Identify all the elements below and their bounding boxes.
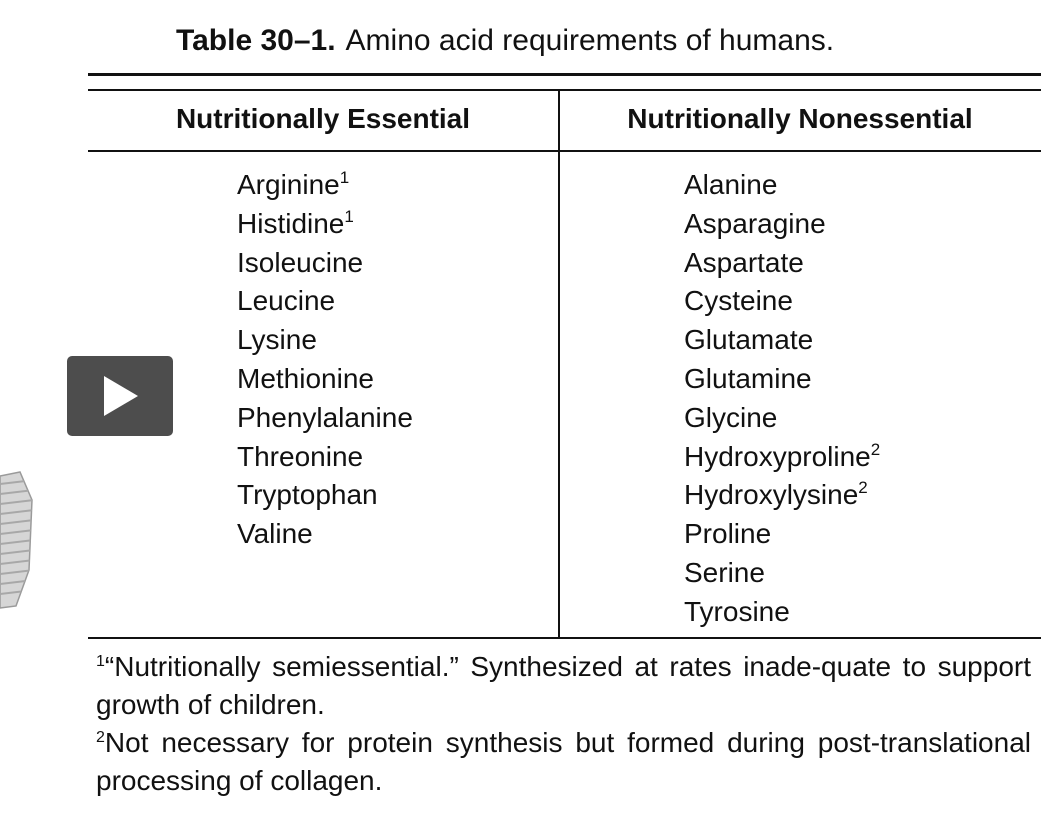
table-caption-label: Table 30–1. xyxy=(176,24,336,57)
amino-acid-name: Cysteine xyxy=(684,285,793,317)
column-header-essential: Nutritionally Essential xyxy=(175,103,471,134)
amino-acid-name: Arginine xyxy=(237,169,340,200)
list-item xyxy=(237,515,413,554)
top-rule-thin xyxy=(88,89,1041,91)
footnote-1 xyxy=(96,648,1031,724)
list-item xyxy=(237,244,413,283)
list-item xyxy=(684,593,880,632)
column-divider xyxy=(558,90,560,638)
list-item xyxy=(237,360,413,399)
header-rule xyxy=(88,150,1041,152)
list-item xyxy=(237,282,413,321)
top-rule-thick xyxy=(88,73,1041,76)
list-item xyxy=(237,476,413,515)
footnote-marker: 1 xyxy=(344,206,354,226)
table-footnotes xyxy=(96,648,1031,800)
amino-acid-name: Aspartate xyxy=(684,246,804,278)
nonessential-amino-acid-list xyxy=(684,166,880,632)
list-item xyxy=(684,282,880,321)
amino-acid-name: Asparagine xyxy=(684,207,826,239)
amino-acid-name: Leucine xyxy=(237,285,336,317)
list-item xyxy=(684,515,880,554)
amino-acid-name: Hydroxyproline xyxy=(684,440,871,472)
footnote-marker: 2 xyxy=(870,439,881,459)
footnote-2 xyxy=(96,724,1031,800)
list-item xyxy=(684,205,880,244)
amino-acid-name: Hydroxylysine xyxy=(684,479,859,511)
list-item xyxy=(684,360,880,399)
column-header-nonessential: Nutritionally Nonessential xyxy=(627,103,973,134)
amino-acid-name: Glutamine xyxy=(684,362,812,394)
thumbnail-icon xyxy=(0,470,34,610)
list-item xyxy=(237,205,413,244)
list-item xyxy=(684,399,880,438)
list-item xyxy=(684,438,880,477)
amino-acid-name: Proline xyxy=(684,518,772,550)
footnote-1-mark: 1 xyxy=(96,653,105,670)
list-item xyxy=(684,321,880,360)
table-caption-text: Amino acid requirements of humans. xyxy=(345,24,835,57)
list-item xyxy=(237,438,413,477)
footnote-marker: 2 xyxy=(858,478,868,498)
footnote-marker: 1 xyxy=(339,168,350,187)
amino-acid-name: Glutamate xyxy=(684,324,814,356)
amino-acid-name: Valine xyxy=(237,518,313,550)
amino-acid-name: Tryptophan xyxy=(237,479,378,511)
amino-acid-name: Methionine xyxy=(237,362,374,394)
footnote-2-mark: 2 xyxy=(96,729,105,746)
amino-acid-name: Serine xyxy=(684,556,765,588)
list-item xyxy=(237,399,413,438)
essential-amino-acid-list xyxy=(237,166,413,554)
table-caption xyxy=(176,24,834,58)
amino-acid-name: Alanine xyxy=(684,169,778,200)
footnote-1-text: “Nutritionally semiessential.” Synthesized at rates inade-quate to support growth of children. xyxy=(96,651,1031,720)
amino-acid-name: Glycine xyxy=(684,401,778,433)
list-item xyxy=(684,166,880,205)
play-icon xyxy=(67,356,173,436)
list-item xyxy=(237,321,413,360)
play-button[interactable] xyxy=(67,356,173,436)
amino-acid-name: Phenylalanine xyxy=(237,401,413,433)
amino-acid-name: Lysine xyxy=(237,324,317,356)
list-item xyxy=(684,244,880,283)
amino-acid-name: Threonine xyxy=(237,440,364,472)
list-item xyxy=(684,476,880,515)
list-item xyxy=(237,166,413,205)
bottom-rule xyxy=(88,637,1041,639)
list-item xyxy=(684,554,880,593)
amino-acid-name: Isoleucine xyxy=(237,246,364,278)
amino-acid-name: Tyrosine xyxy=(684,595,790,627)
amino-acid-name: Histidine xyxy=(237,207,345,239)
footnote-2-text: Not necessary for protein synthesis but formed during post-translational processing of collagen. xyxy=(96,727,1031,796)
